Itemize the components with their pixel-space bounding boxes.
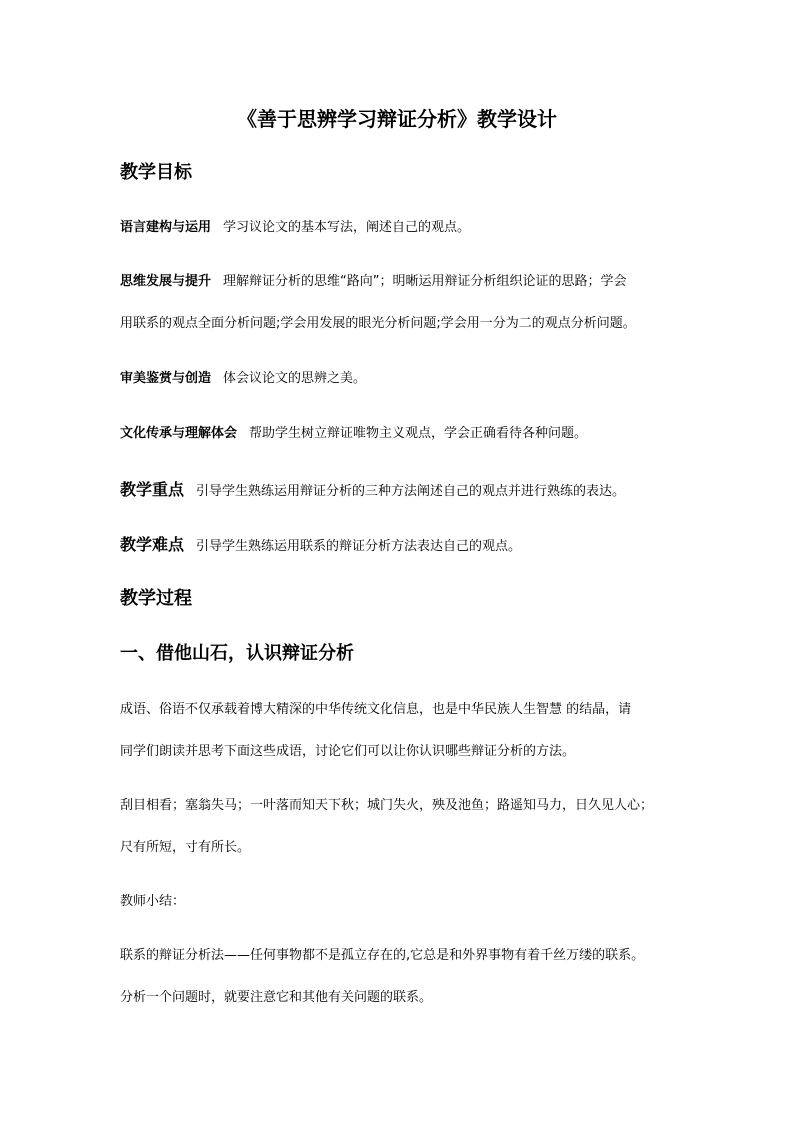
- summary-line: 分析一个问题时，就要注意它和其他有关问题的联系。: [120, 990, 433, 1005]
- objective-label: 审美鉴赏与创造: [120, 371, 212, 386]
- key-point-row: [120, 478, 625, 504]
- objective-text: 理解辩证分析的思维“路向”；明晰运用辩证分析组织论证的思路；学会: [223, 274, 627, 289]
- teacher-summary-label: 教师小结：: [120, 894, 186, 909]
- objective-culture: [120, 424, 587, 444]
- objective-text: 帮助学生树立辩证唯物主义观点，学会正确看待各种问题。: [249, 426, 588, 441]
- intro-line: 成语、俗语不仅承载着博大精深的中华传统文化信息，也是中华民族人生智慧 的结晶，请: [120, 702, 632, 717]
- idiom-line: 尺有所短，寸有所长。: [120, 840, 251, 855]
- objective-language: [120, 218, 470, 238]
- objective-text: 学习议论文的基本写法，阐述自己的观点。: [223, 220, 471, 235]
- document-title: 《善于思辨学习辩证分析》教学设计: [237, 107, 557, 131]
- process-heading: 教学过程: [120, 588, 192, 609]
- objective-label: 语言建构与运用: [120, 220, 212, 235]
- objective-thinking: [120, 272, 627, 292]
- idiom-line: 刮目相看；塞翁失马；一叶落而知天下秋；城门失火，殃及池鱼；路遥知马力，日久见人心；: [120, 798, 654, 813]
- difficult-point-text: 引导学生熟练运用联系的辩证分析方法表达自己的观点。: [196, 539, 522, 554]
- objective-text: 体会议论文的思辨之美。: [223, 371, 367, 386]
- objective-aesthetic: [120, 369, 366, 389]
- difficult-point-row: [120, 533, 521, 559]
- key-point-text: 引导学生熟练运用辩证分析的三种方法阐述自己的观点并进行熟练的表达。: [196, 484, 626, 499]
- intro-line: 同学们朗读并思考下面这些成语，讨论它们可以让你认识哪些辩证分析的方法。: [120, 744, 576, 759]
- objectives-heading: 教学目标: [120, 162, 192, 183]
- objective-label: 思维发展与提升: [120, 274, 212, 289]
- summary-line: 联系的辩证分析法——任何事物都不是孤立存在的,它总是和外界事物有着千丝万缕的联系。: [120, 948, 645, 963]
- part-one-heading: 一、借他山石，认识辩证分析: [120, 643, 354, 664]
- objective-label: 文化传承与理解体会: [120, 426, 238, 441]
- objective-thinking-continuation: 用联系的观点全面分析问题;学会用发展的眼光分析问题;学会用一分为二的观点分析问题。: [120, 316, 636, 331]
- key-point-label: 教学重点: [120, 480, 185, 499]
- difficult-point-label: 教学难点: [120, 535, 185, 554]
